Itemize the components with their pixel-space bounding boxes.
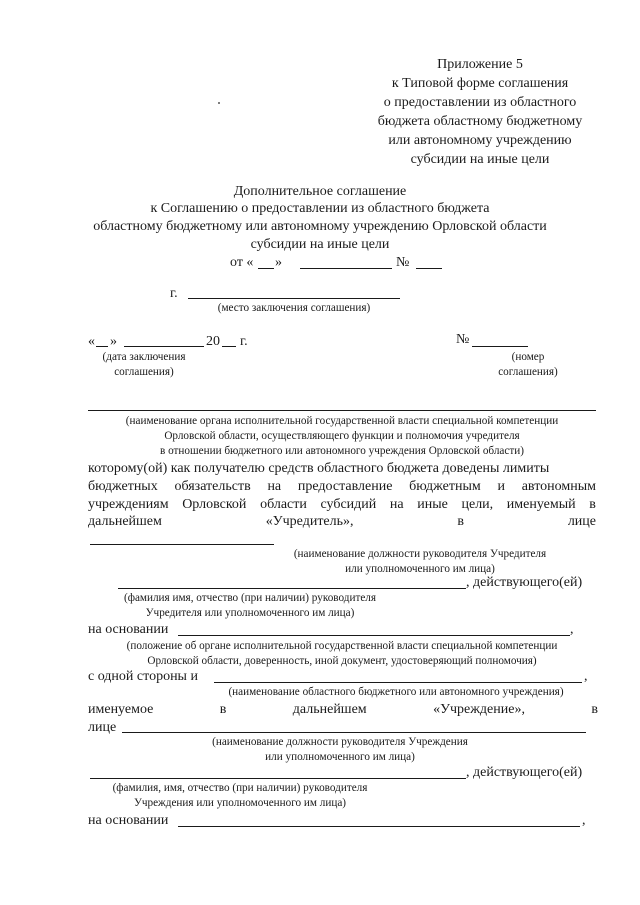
founder-caption-2: Орловской области, осуществляющего функции и полномочия учредителя — [164, 430, 520, 442]
title-day-field[interactable] — [258, 268, 274, 269]
para1-word: и — [497, 479, 505, 494]
named-caption-2: или уполномоченного им лица) — [265, 751, 415, 763]
acting2-suffix: , действующего(ей) — [466, 765, 583, 780]
founder-caption-1: (наименование органа исполнительной государственной власти специальной компетенции — [125, 415, 559, 427]
para1-word: лице — [567, 514, 596, 529]
para1-word: бюджетным — [409, 479, 481, 494]
title-month-field[interactable] — [300, 268, 392, 269]
acting2-caption-2: Учреждения или уполномоченного им лица) — [133, 797, 347, 809]
para1-word: на — [389, 497, 404, 512]
number-caption-2: соглашения) — [498, 366, 558, 378]
para1-word: на — [267, 479, 282, 494]
para1-word: бюджетных — [88, 479, 158, 494]
date-year-prefix: 20 — [206, 334, 220, 349]
side1-prefix: с одной стороны и — [88, 669, 198, 684]
appendix-line-4: бюджета областному бюджетному — [377, 114, 583, 129]
para1-word: цели, — [461, 497, 494, 512]
date-year-field[interactable] — [222, 346, 236, 347]
title-line-1: Дополнительное соглашение — [233, 184, 407, 199]
scan-speck — [218, 102, 220, 104]
founder-organ-field[interactable] — [88, 410, 596, 411]
title-date-mid: » — [275, 255, 282, 270]
appendix-line-6: субсидии на иные цели — [410, 152, 550, 167]
named-caption-1: (наименование должности руководителя Учреждения — [212, 736, 468, 748]
named-line — [88, 703, 598, 717]
appendix-line-3: о предоставлении из областного — [383, 95, 577, 110]
basis2-prefix: на основании — [88, 813, 169, 828]
agreement-number-sign: № — [456, 332, 470, 347]
named-word: в — [591, 702, 598, 717]
basis2-field[interactable] — [178, 826, 580, 827]
acting1-caption-1: (фамилия имя, отчество (при наличии) руководителя — [123, 592, 377, 604]
para1-line-3 — [88, 498, 596, 512]
para1-word: обязательств — [174, 479, 251, 494]
founder-head-field[interactable] — [90, 544, 274, 545]
para1-word: дальнейшем — [88, 514, 162, 529]
founder-head-name-field[interactable] — [118, 588, 466, 589]
title-date-prefix: от « — [230, 255, 254, 270]
appendix-line-2: к Типовой форме соглашения — [391, 76, 569, 91]
named-word: в — [219, 702, 227, 717]
para1-word: иные — [417, 497, 448, 512]
date-open-quote: « — [88, 334, 95, 349]
para1-word: «Учредитель», — [265, 514, 354, 529]
appendix-line-5: или автономному учреждению — [388, 133, 572, 148]
date-month-field[interactable] — [124, 346, 204, 347]
title-line-3: областному бюджетному или автономному учреждению Орловской области — [93, 219, 547, 234]
date-day-field[interactable] — [96, 346, 108, 347]
number-caption-1: (номер — [511, 351, 545, 363]
basis1-caption-2: Орловской области, доверенность, иной документ, удостоверяющий полномочия) — [147, 655, 537, 667]
date-close-quote: » — [110, 334, 117, 349]
place-caption: (место заключения соглашения) — [217, 302, 371, 314]
title-number-field[interactable] — [416, 268, 442, 269]
named-word: именуемое — [88, 702, 154, 717]
side1-suffix: , — [584, 669, 588, 684]
agreement-number-field[interactable] — [472, 346, 528, 347]
para1-word: именуемый — [506, 497, 576, 512]
date-year-suffix: г. — [240, 334, 248, 349]
acting1-suffix: , действующего(ей) — [466, 575, 583, 590]
acting1-caption-2: Учредителя или уполномоченного им лица) — [145, 607, 355, 619]
institution-name-field[interactable] — [214, 682, 582, 683]
title-line-2: к Соглашению о предоставлении из областного бюджета — [150, 201, 490, 216]
appendix-line-1: Приложение 5 — [437, 57, 523, 72]
place-field[interactable] — [188, 298, 400, 299]
para1-word: автономным — [521, 479, 596, 494]
founder-head-caption-1: (наименование должности руководителя Учредителя — [293, 548, 547, 560]
para1-word: в — [457, 514, 464, 529]
founder-caption-3: в отношении бюджетного или автономного учреждения Орловской области) — [160, 445, 524, 457]
basis1-field[interactable] — [178, 635, 570, 636]
title-number-sign: № — [396, 255, 410, 270]
institution-head-field[interactable] — [122, 732, 586, 733]
para1-line-4 — [88, 515, 596, 529]
basis1-suffix: , — [570, 622, 574, 637]
para1-word: в — [589, 497, 596, 512]
founder-head-caption-2: или уполномоченного им лица) — [345, 563, 495, 575]
basis1-prefix: на основании — [88, 622, 169, 637]
para1-line-2 — [88, 480, 596, 494]
date-caption-1: (дата заключения — [102, 351, 186, 363]
basis1-caption-1: (положение об органе исполнительной государственной власти специальной компетенции — [126, 640, 558, 652]
para1-word: субсидий — [320, 497, 377, 512]
place-prefix: г. — [170, 286, 178, 301]
para1-line-1: которому(ой) как получателю средств областного бюджета доведены лимиты — [88, 461, 550, 476]
para1-word: области — [260, 497, 307, 512]
named-word: дальнейшем — [292, 702, 367, 717]
title-line-4: субсидии на иные цели — [250, 237, 390, 252]
para1-word: учреждениям — [88, 497, 169, 512]
basis2-suffix: , — [582, 813, 586, 828]
para1-word: предоставление — [297, 479, 393, 494]
named-face: лице — [88, 720, 117, 735]
named-word: «Учреждение», — [433, 702, 525, 717]
acting2-caption-1: (фамилия, имя, отчество (при наличии) руководителя — [112, 782, 368, 794]
institution-head-name-field[interactable] — [90, 778, 466, 779]
side1-caption: (наименование областного бюджетного или автономного учреждения) — [228, 686, 564, 698]
para1-word: Орловской — [182, 497, 247, 512]
date-caption-2: соглашения) — [114, 366, 174, 378]
